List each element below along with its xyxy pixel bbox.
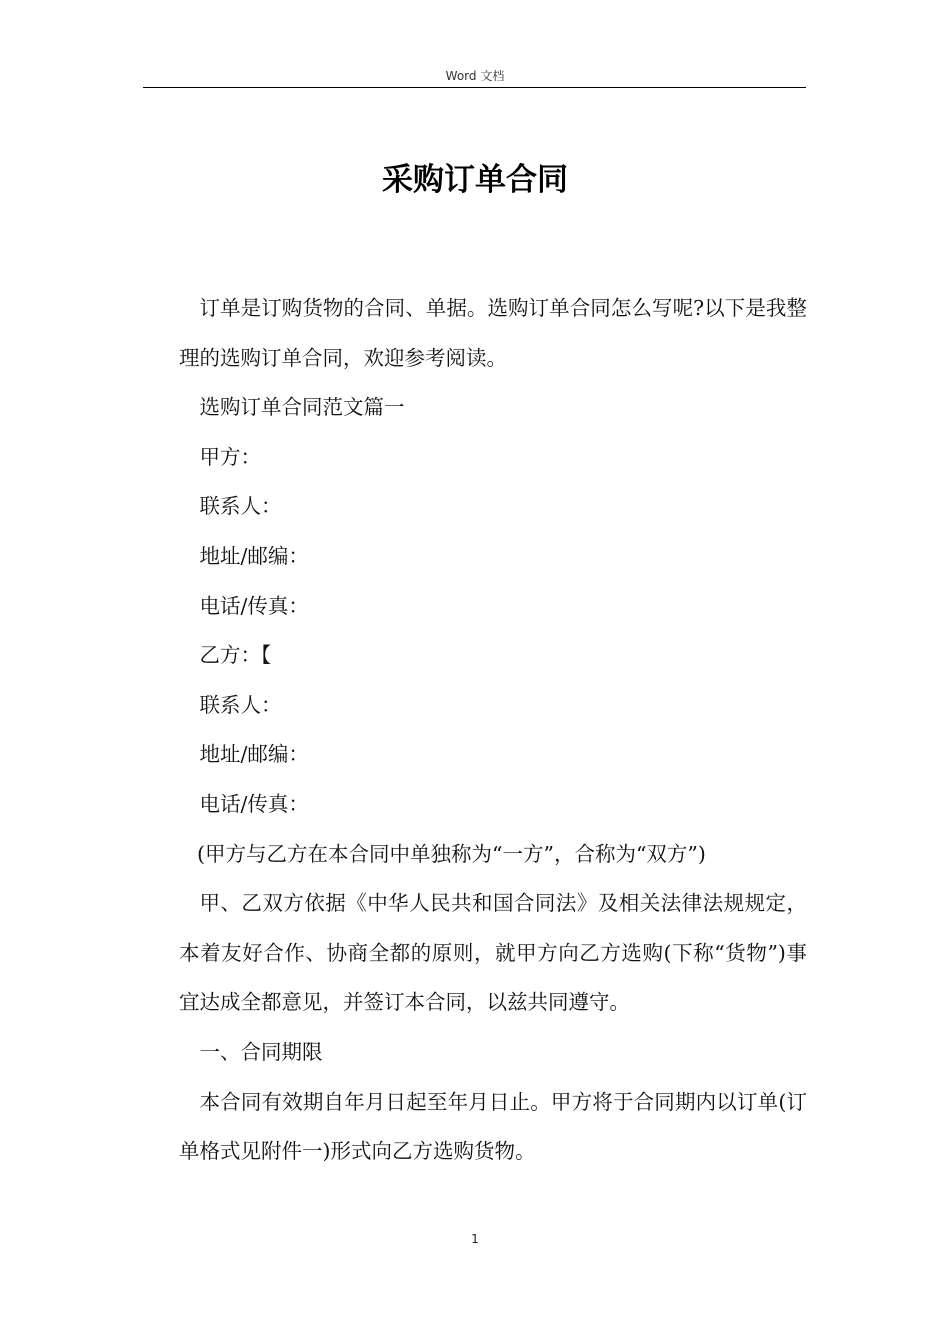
paragraph-section-heading: 选购订单合同范文篇一 — [199, 395, 405, 420]
document-title: 采购订单合同 — [382, 162, 568, 198]
paragraph-agreement-basis: 甲、乙双方依据《中华人民共和国合同法》及相关法律法规规定，本着友好合作、协商全都的原则，就甲方向乙方选购(下称“货物”)事宜达成全都意见，并签订本合同，以兹共同遵守。 — [179, 891, 807, 1015]
page-number: 1 — [471, 1232, 479, 1246]
page-header-label: Word 文档 — [445, 69, 505, 83]
paragraph-term-body: 本合同有效期自年月日起至年月日止。甲方将于合同期内以订单(订单格式见附件一)形式向乙方选购货物。 — [179, 1089, 807, 1164]
document-body — [179, 284, 807, 1177]
party-b-address: 地址/邮编： — [199, 742, 309, 767]
clause-heading-term: 一、合同期限 — [199, 1039, 323, 1064]
party-a-address: 地址/邮编： — [199, 543, 309, 568]
header-divider — [143, 87, 806, 88]
party-b-label: 乙方：【 — [199, 643, 272, 668]
party-a-label: 甲方： — [199, 444, 261, 469]
parties-definition: (甲方与乙方在本合同中单独称为“一方”，合称为“双方”) — [197, 841, 706, 866]
party-b-contact: 联系人： — [199, 692, 282, 717]
party-a-contact: 联系人： — [199, 494, 282, 519]
paragraph-intro: 订单是订购货物的合同、单据。选购订单合同怎么写呢?以下是我整理的选购订单合同，欢迎参考阅读。 — [179, 296, 807, 370]
party-a-phone: 电话/传真： — [199, 593, 309, 618]
party-b-phone: 电话/传真： — [199, 791, 309, 816]
